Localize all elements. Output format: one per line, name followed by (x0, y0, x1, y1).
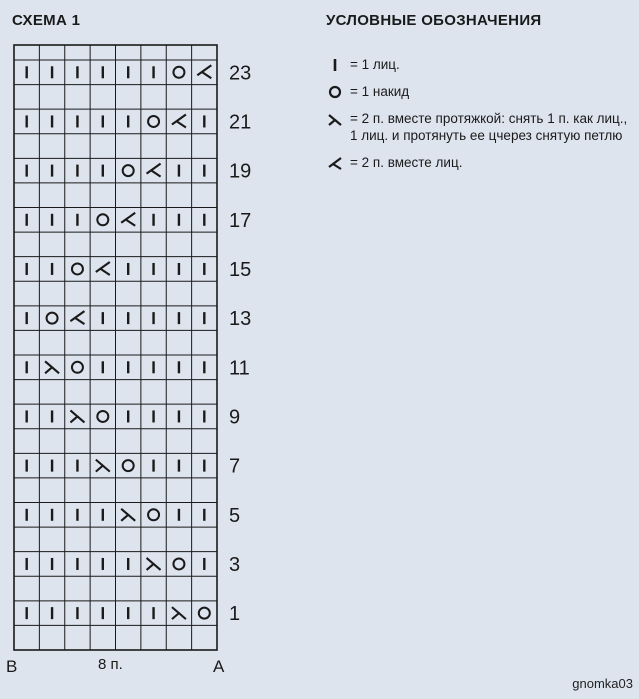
row-number-label: 11 (229, 357, 250, 380)
ssk-decrease-icon (154, 564, 161, 570)
yarn-over-icon (123, 460, 134, 471)
legend-text-yarn-over: = 1 накид (350, 84, 410, 99)
row-number-label: 7 (229, 455, 241, 478)
ssk-decrease-icon (128, 515, 135, 521)
ssk-decrease-icon (77, 416, 84, 422)
k2tog-decrease-icon (101, 269, 110, 275)
bottom-right-label: A (213, 657, 225, 676)
yarn-over-icon (148, 509, 159, 520)
legend (326, 56, 636, 181)
k2tog-decrease-icon (326, 155, 344, 171)
row-number-label: 23 (229, 62, 252, 85)
legend-item-k2tog (326, 154, 636, 171)
bottom-left-label: B (6, 657, 18, 676)
yarn-over-icon (173, 67, 184, 78)
k2tog-decrease-icon (126, 220, 135, 226)
k2tog-decrease-icon (152, 171, 161, 177)
row-number-label: 19 (229, 160, 252, 183)
yarn-over-icon (148, 116, 159, 127)
row-number-label: 9 (229, 406, 241, 429)
yarn-over-icon (97, 411, 108, 422)
k2tog-decrease-icon (177, 121, 186, 127)
k2tog-decrease-icon (75, 318, 84, 324)
ssk-decrease-icon (147, 558, 154, 570)
legend-item-ssk (326, 110, 636, 144)
yarn-over-icon (173, 558, 184, 569)
row-number-label: 5 (229, 504, 241, 527)
chart-title: СХЕМА 1 (12, 12, 81, 29)
legend-text-knit: = 1 лиц. (350, 57, 400, 72)
legend-item-knit (326, 56, 636, 73)
watermark: gnomka03 (572, 676, 633, 691)
ssk-decrease-icon (179, 613, 186, 619)
ssk-decrease-icon (103, 466, 110, 472)
knit-stitch-icon (326, 57, 344, 73)
ssk-decrease-icon (52, 367, 59, 373)
ssk-decrease-icon (70, 410, 77, 422)
yarn-over-icon (97, 214, 108, 225)
ssk-decrease-icon (172, 607, 179, 619)
legend-item-yarn-over (326, 83, 636, 100)
ssk-decrease-icon (326, 111, 344, 127)
stitch-repeat-label: 8 п. (98, 656, 123, 673)
row-number-label: 13 (229, 308, 252, 331)
row-number-label: 15 (229, 258, 252, 281)
row-number-label: 1 (229, 603, 241, 626)
row-number-label: 17 (229, 209, 252, 232)
ssk-decrease-icon (96, 460, 103, 472)
row-number-label: 21 (229, 111, 252, 134)
ssk-decrease-icon (121, 509, 128, 521)
yarn-over-icon (123, 165, 134, 176)
legend-title: УСЛОВНЫЕ ОБОЗНАЧЕНИЯ (326, 12, 542, 29)
ssk-decrease-icon (45, 361, 52, 373)
yarn-over-icon (47, 313, 58, 324)
k2tog-decrease-icon (202, 72, 211, 78)
yarn-over-icon (72, 263, 83, 274)
yarn-over-icon (199, 608, 210, 619)
yarn-over-icon (72, 362, 83, 373)
legend-text-ssk: = 2 п. вместе протяжкой: снять 1 п. как лиц., 1 лиц. и протянуть ее цчерез снятую петлю (350, 111, 628, 143)
row-number-label: 3 (229, 553, 241, 576)
legend-text-k2tog: = 2 п. вместе лиц. (350, 155, 463, 170)
yarn-over-icon (326, 84, 344, 100)
